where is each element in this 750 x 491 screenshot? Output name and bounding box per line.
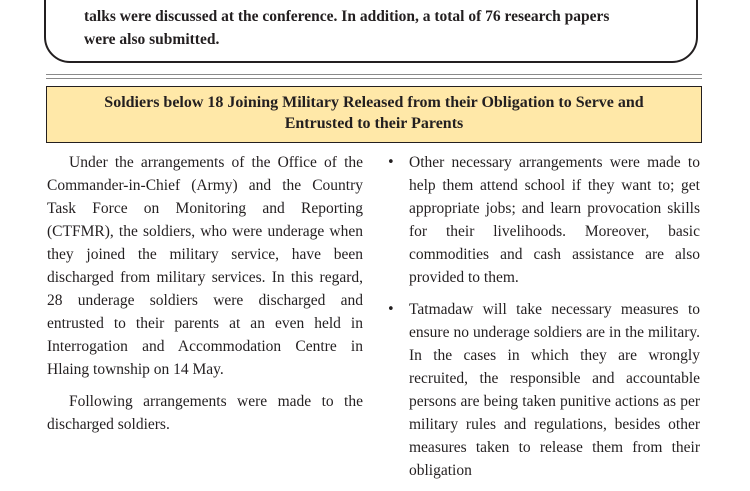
divider-rule-bottom: [46, 78, 702, 79]
summary-line-1: talks were discussed at the conference. In addition, a total of 76 research papers: [84, 8, 610, 25]
bullet-item-2: [389, 298, 700, 482]
bullet-item-1: [389, 151, 700, 289]
summary-line-2: were also submitted.: [84, 31, 220, 48]
body-paragraph-2: Following arrangements were made to the discharged soldiers.: [47, 393, 363, 433]
left-column: [47, 151, 363, 445]
right-column: [389, 151, 700, 491]
summary-text: [84, 5, 694, 51]
divider-rule-top: [46, 74, 702, 75]
article-title-line-2: Entrusted to their Parents: [284, 115, 464, 132]
article-title: [47, 92, 701, 134]
body-paragraph-1: Under the arrangements of the Office of the Commander-in-Chief (Army) and the Country Task Force on Monitoring and Reporting (CTFMR), the soldiers, who were underage when they joined the military service, have been discharged from military services. In this regard, 28 underage soldiers were discharged and entrusted to their parents at an even held in Interrogation and Accommodation Centre in Hlaing township on 14 May.: [47, 154, 363, 378]
bullet-text-2: Tatmadaw will take necessary measures to ensure no underage soldiers are in the military. In the cases in which they are wrongly recruited, the responsible and accountable persons are being taken punitive actions as per military rules and regulations, besides other measures taken to release them from their obligation: [409, 301, 700, 479]
article-title-line-1: Soldiers below 18 Joining Military Released from their Obligation to Serve and: [104, 94, 644, 111]
bullet-text-1: Other necessary arrangements were made to help them attend school if they want to; get appropriate jobs; and learn provocation skills for their livelihoods. Moreover, basic commodities and cash assistance are also provided to them.: [409, 154, 700, 286]
bullet-dot-icon: •: [387, 302, 395, 317]
article-title-banner: [46, 86, 702, 143]
bullet-dot-icon: •: [387, 155, 395, 170]
